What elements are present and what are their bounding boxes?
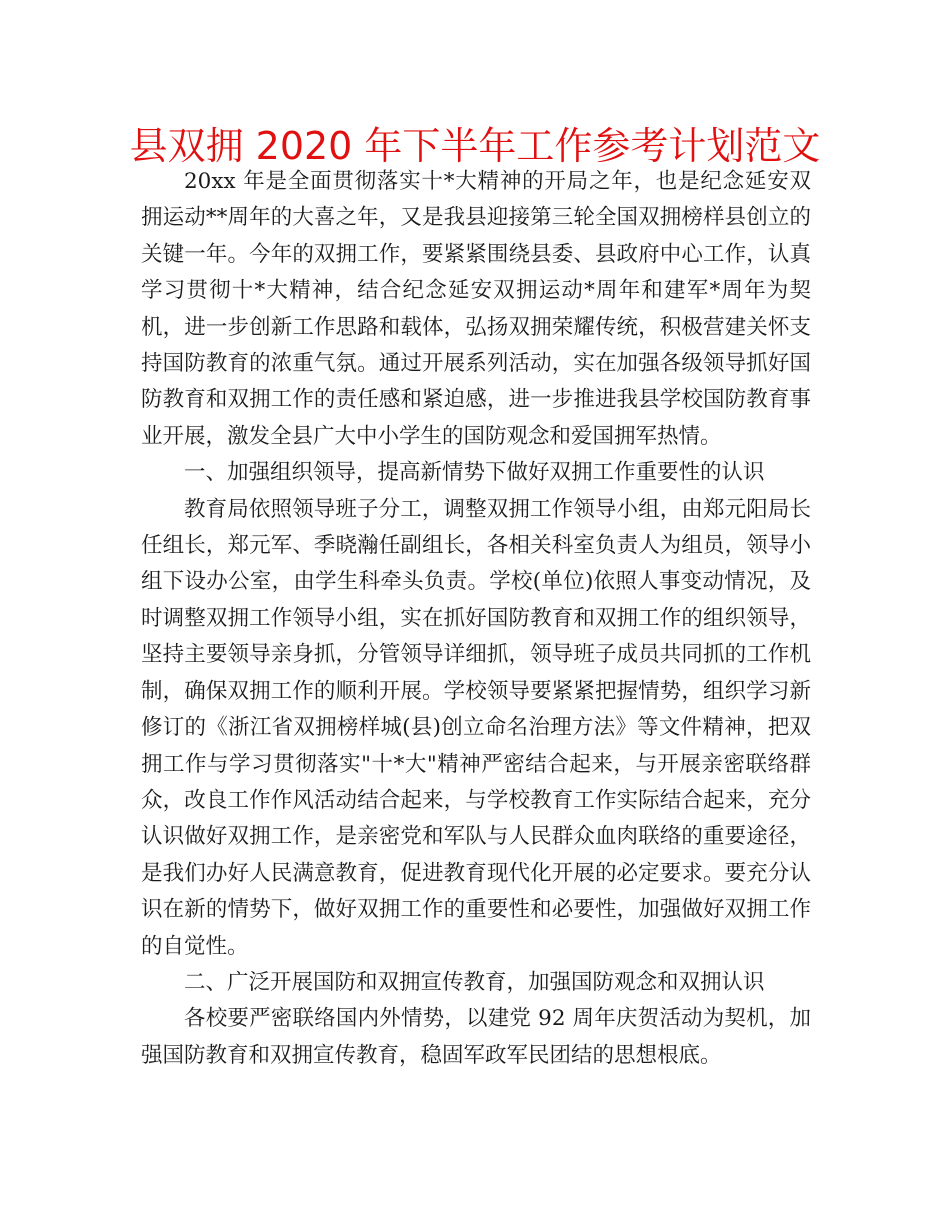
paragraph-section-1: 教育局依照领导班子分工，调整双拥工作领导小组，由郑元阳局长任组长，郑元军、季晓瀚任副组长，各相关科室负责人为组员，领导小组下设办公室，由学生科牵头负责。学校(单位)依照人事变动情况，及时调整双拥工作领导小组，实在抓好国防教育和双拥工作的组织领导，坚持主要领导亲身抓，分管领导详细抓，领导班子成员共同抓的工作机制，确保双拥工作的顺利开展。学校领导要紧紧把握情势，组织学习新修订的《浙江省双拥榜样城(县)创立命名治理方法》等文件精神，把双拥工作与学习贯彻落实"十*大"精神严密结合起来，与开展亲密联络群众，改良工作作风活动结合起来，与学校教育工作实际结合起来，充分认识做好双拥工作，是亲密党和军队与人民群众血肉联络的重要途径，是我们办好人民满意教育，促进教育现代化开展的必定要求。要充分认识在新的情势下，做好双拥工作的重要性和必要性，加强做好双拥工作的自觉性。 xyxy=(141,496,811,959)
document-title: 县双拥 2020 年下半年工作参考计划范文 xyxy=(129,124,821,168)
section-heading-1: 一、加强组织领导，提高新情势下做好双拥工作重要性的认识 xyxy=(184,460,765,486)
paragraph-intro: 20xx 年是全面贯彻落实十*大精神的开局之年，也是纪念延安双拥运动**周年的大喜之年，又是我县迎接第三轮全国双拥榜样县创立的关键一年。今年的双拥工作，要紧紧围绕县委、县政府中心工作，认真学习贯彻十*大精神，结合纪念延安双拥运动*周年和建军*周年为契机，进一步创新工作思路和载体，弘扬双拥荣耀传统，积极营建关怀支持国防教育的浓重气氛。通过开展系列活动，实在加强各级领导抓好国防教育和双拥工作的责任感和紧迫感，进一步推进我县学校国防教育事业开展，激发全县广大中小学生的国防观念和爱国拥军热情。 xyxy=(141,169,811,449)
document-body xyxy=(141,164,811,1074)
paragraph-section-2: 各校要严密联络国内外情势，以建党 92 周年庆贺活动为契机，加强国防教育和双拥宣传教育，稳固军政军民团结的思想根底。 xyxy=(141,1006,811,1068)
section-heading-2: 二、广泛开展国防和双拥宣传教育，加强国防观念和双拥认识 xyxy=(184,969,765,995)
